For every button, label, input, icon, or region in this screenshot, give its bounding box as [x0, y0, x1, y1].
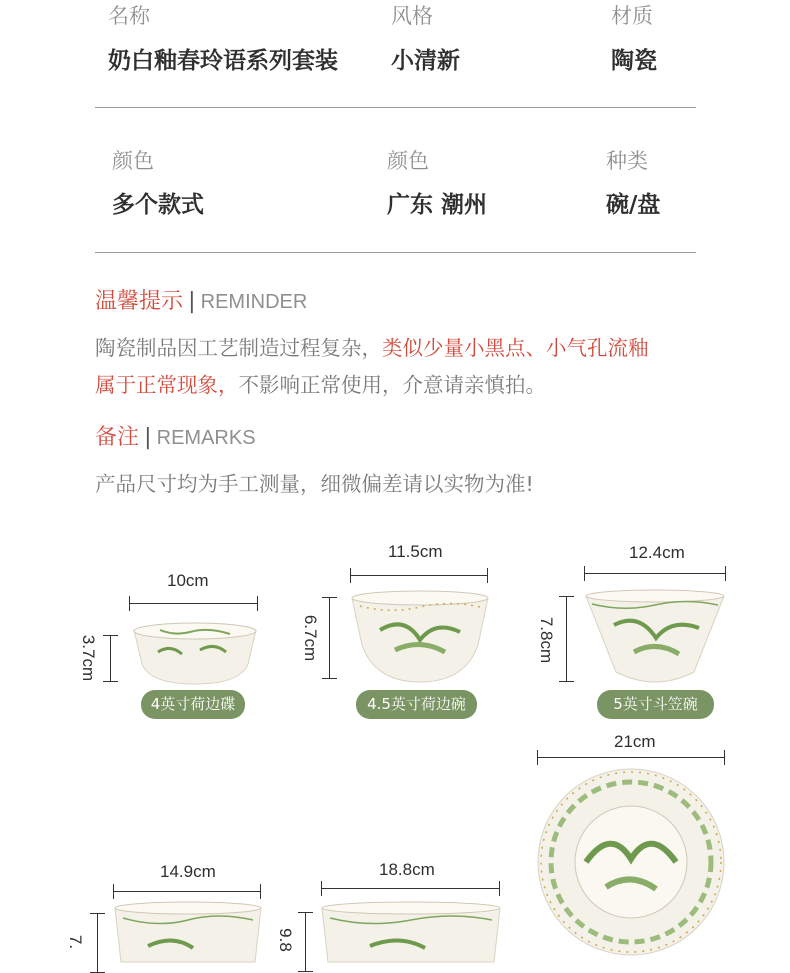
reminder-text	[95, 330, 715, 404]
product-3-bowl-image	[584, 590, 726, 685]
reminder-text-b: 类似少量小黑点、小气孔流釉	[382, 336, 649, 360]
product-6-height: 9.8	[276, 928, 295, 952]
reminder-separator: |	[188, 289, 196, 314]
product-2-width-line	[350, 575, 488, 576]
product-3-height-line	[566, 596, 567, 682]
product-2-height: 6.7cm	[301, 614, 320, 662]
product-6-width: 18.8cm	[379, 860, 435, 879]
product-3-width: 12.4cm	[629, 543, 685, 562]
reminder-text-d: 不影响正常使用，介意请亲慎拍。	[238, 373, 546, 397]
divider	[95, 252, 696, 253]
spec-label-type: 种类	[606, 149, 648, 173]
spec-label-color: 颜色	[112, 149, 154, 173]
remarks-heading	[95, 420, 256, 451]
product-1-width: 10cm	[167, 571, 209, 590]
spec-label-origin: 颜色	[387, 149, 429, 173]
product-4-width-line	[537, 757, 725, 758]
product-4-width: 21cm	[614, 732, 656, 751]
product-2-name-badge: 4.5英寸荷边碗	[356, 690, 477, 719]
product-2-height-line	[329, 597, 330, 679]
reminder-title-en: REMINDER	[200, 291, 308, 313]
product-6-bowl-image	[320, 902, 502, 962]
product-3-height: 7.8cm	[537, 616, 556, 664]
remarks-title-en: REMARKS	[156, 427, 256, 449]
product-6-width-line	[321, 888, 500, 889]
spec-label-material: 材质	[611, 4, 653, 28]
spec-value-style: 小清新	[391, 48, 460, 74]
product-2-bowl-image	[350, 590, 490, 685]
remarks-text: 产品尺寸均为手工测量，细微偏差请以实物为准!	[95, 472, 534, 496]
reminder-heading	[95, 284, 307, 315]
product-1-dish-image	[130, 622, 260, 688]
spec-value-material: 陶瓷	[611, 48, 657, 74]
product-5-bowl-image	[113, 902, 263, 962]
product-2-width: 11.5cm	[388, 542, 443, 561]
product-3-name-badge: 5英寸斗笠碗	[597, 690, 714, 719]
reminder-text-c: 属于正常现象，	[95, 373, 239, 397]
spec-value-origin: 广东 潮州	[387, 192, 488, 218]
spec-label-name: 名称	[108, 4, 150, 28]
spec-label-style: 风格	[391, 4, 433, 28]
product-6-height-line	[305, 912, 306, 972]
product-5-height-line	[97, 913, 98, 973]
reminder-text-a: 陶瓷制品因工艺制造过程复杂，	[95, 336, 382, 360]
divider	[95, 107, 696, 108]
remarks-title: 备注	[95, 425, 140, 450]
product-1-height: 3.7cm	[79, 634, 98, 682]
product-1-width-line	[129, 603, 258, 604]
product-5-height: 7.	[66, 934, 85, 950]
product-1-name-badge: 4英寸荷边碟	[141, 690, 245, 719]
spec-value-type: 碗/盘	[606, 192, 661, 218]
product-1-height-line	[110, 635, 111, 682]
spec-value-name: 奶白釉春玲语系列套装	[108, 48, 338, 74]
remarks-separator: |	[144, 425, 152, 450]
product-5-width-line	[113, 891, 261, 892]
reminder-title: 温馨提示	[95, 289, 184, 314]
product-5-width: 14.9cm	[160, 862, 216, 881]
product-3-width-line	[584, 573, 726, 574]
spec-value-color: 多个款式	[112, 192, 204, 218]
product-4-plate-image	[536, 767, 726, 951]
